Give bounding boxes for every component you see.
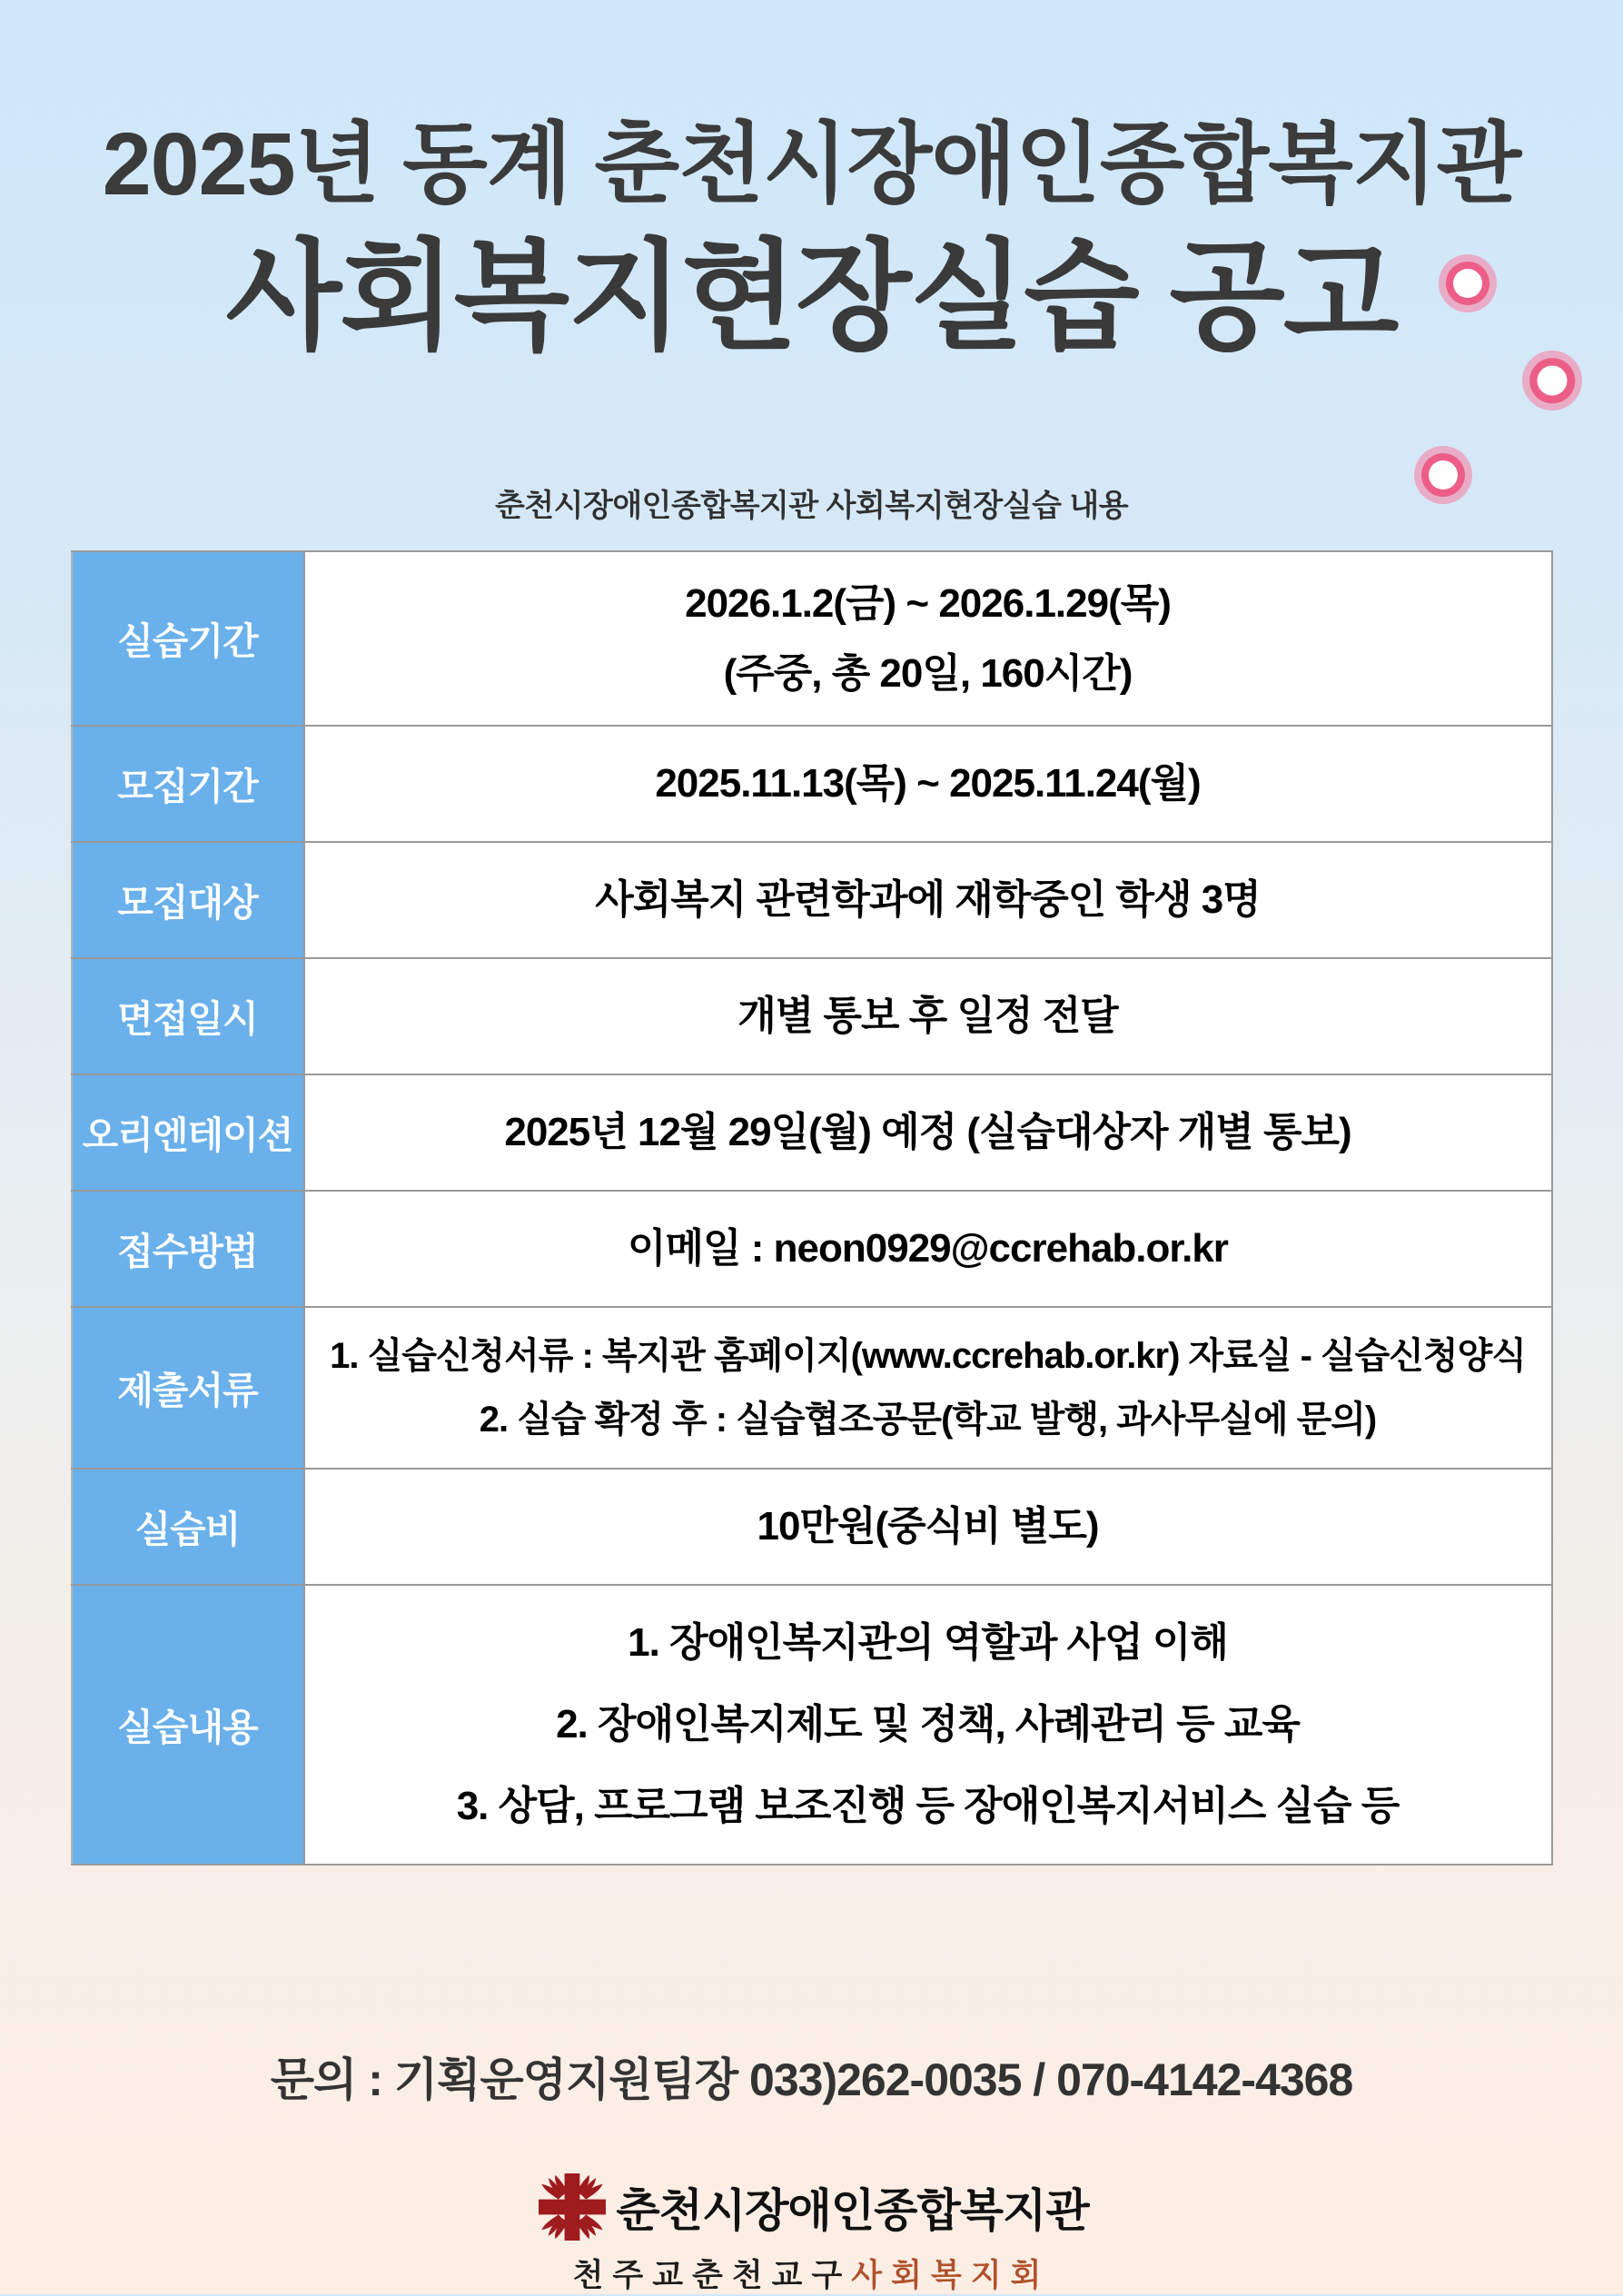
- contact-line: 문의 : 기획운영지원팀장 033)262-0035 / 070-4142-4368: [270, 2054, 1353, 2106]
- content-line: 이메일 : neon0929@ccrehab.or.kr: [628, 1226, 1228, 1272]
- donut-core: [1453, 269, 1482, 298]
- title-line-1: 2025년 동계 춘천시장애인종합복지관: [102, 114, 1521, 213]
- table-row: [72, 1469, 1552, 1585]
- table-row: [72, 726, 1552, 842]
- caritas-cross-icon: [534, 2169, 610, 2245]
- row-header-label: 모집기간: [72, 726, 304, 842]
- row-content: [304, 958, 1552, 1074]
- row-content: [304, 726, 1552, 842]
- content-line: 2. 실습 확정 후 : 실습협조공문(학교 발행, 과사무실에 문의): [479, 1399, 1377, 1440]
- organization-subtitle: [0, 2251, 1623, 2296]
- content-line: 3. 상담, 프로그램 보조진행 등 장애인복지서비스 실습 등: [456, 1784, 1400, 1829]
- practice-info-table: [71, 550, 1553, 1866]
- content-line: 개별 통보 후 일정 전달: [737, 994, 1118, 1039]
- decorative-donut-circle: [1522, 351, 1582, 411]
- row-header-label: 모집대상: [72, 842, 304, 958]
- decorative-donut-circle: [1439, 254, 1497, 312]
- decorative-donut-circle: [1414, 446, 1472, 504]
- row-content: [304, 1191, 1552, 1307]
- content-line: 1. 장애인복지관의 역할과 사업 이해: [628, 1619, 1228, 1665]
- row-content: [304, 842, 1552, 958]
- row-content: [304, 1307, 1552, 1469]
- row-content: [304, 551, 1552, 726]
- table-caption: 춘천시장애인종합복지관 사회복지현장실습 내용: [494, 488, 1129, 523]
- table-row: [72, 1585, 1552, 1866]
- organization-name: 춘천시장애인종합복지관: [616, 2185, 1089, 2237]
- row-header-label: 면접일시: [72, 958, 304, 1074]
- table-row: [72, 1307, 1552, 1469]
- row-header-label: 실습비: [72, 1469, 304, 1585]
- row-content: [304, 1074, 1552, 1191]
- row-header-label: 실습기간: [72, 551, 304, 726]
- welfare-society-text: 사회복지회: [851, 2258, 1051, 2294]
- donut-core: [1429, 460, 1458, 490]
- table-row: [72, 842, 1552, 958]
- organization-footer: [0, 2169, 1623, 2296]
- table-row: [72, 551, 1552, 726]
- content-line: 2026.1.2(금) ~ 2026.1.29(목): [685, 580, 1171, 626]
- table-row: [72, 1191, 1552, 1307]
- donut-core: [1538, 366, 1568, 396]
- title-line-2: 사회복지현장실습 공고: [225, 229, 1398, 363]
- row-header-label: 제출서류: [72, 1307, 304, 1469]
- content-line: 2025년 12월 29일(월) 예정 (실습대상자 개별 통보): [504, 1110, 1351, 1155]
- content-line: 10만원(중식비 별도): [757, 1504, 1099, 1549]
- row-header-label: 오리엔테이션: [72, 1074, 304, 1191]
- content-line: 1. 실습신청서류 : 복지관 홈페이지(www.ccrehab.or.kr) 자료실 - 실습신청양식: [330, 1335, 1526, 1376]
- table-row: [72, 958, 1552, 1074]
- table-row: [72, 1074, 1552, 1191]
- content-line: 2. 장애인복지제도 및 정책, 사례관리 등 교육: [556, 1701, 1300, 1747]
- content-line: 2025.11.13(목) ~ 2025.11.24(월): [655, 761, 1201, 807]
- diocese-text: 천주교춘천교구: [572, 2258, 852, 2294]
- row-header-label: 접수방법: [72, 1191, 304, 1307]
- content-line: (주중, 총 20일, 160시간): [723, 650, 1133, 696]
- row-content: [304, 1469, 1552, 1585]
- content-line: 사회복지 관련학과에 재학중인 학생 3명: [595, 877, 1261, 923]
- row-header-label: 실습내용: [72, 1585, 304, 1866]
- row-content: [304, 1585, 1552, 1866]
